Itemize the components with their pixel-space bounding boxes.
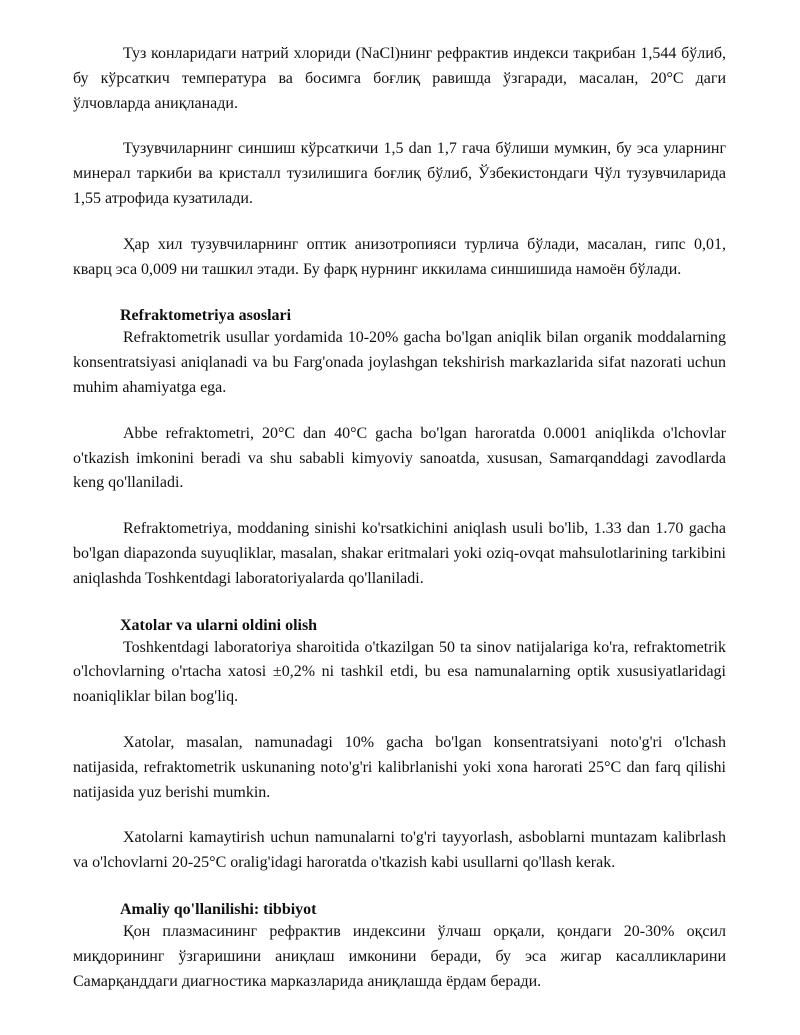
paragraph-blood-plasma: Қон плазмасининг рефрактив индексини ўлчаш орқали, қондаги 20-30% оқсил миқдорининг ўзгаришини аниқлаш имконини беради, бу эса жигар касалликларини Самарқанддаги диагностика марказларида аниқлашда ёрдам беради. <box>73 922 726 990</box>
paragraph-nacl-refractive-index: Туз конларидаги натрий хлориди (NaCl)нинг рефрактив индекси тақрибан 1,544 бўлиб, бу кўрсаткич температура ва босимга боғлиқ равишда ўзгаради, масалан, 20°C даги ўлчовларда аниқланади. <box>73 45 726 112</box>
section-heading-errors: Xatolar va ularni oldini olish <box>120 616 318 634</box>
section-heading-medical-application: Amaliy qo'llanilishi: tibbiyot <box>120 900 317 918</box>
paragraph-abbe-refractometer: Abbe refraktometri, 20°C dan 40°C gacha bo'lgan haroratda 0.0001 aniqlikda o'lchovlar o'tkazish imkonini beradi va shu sababli kimyoviy sanoatda, xususan, Samarqanddagi zavodlarda keng qo'llaniladi. <box>73 424 726 492</box>
paragraph-error-reduction: Xatolarni kamaytirish uchun namunalarni to'g'ri tayyorlash, asboblarni muntazam kalibrlash va o'lchovlarni 20-25°C oralig'idagi haroratda o'tkazish kabi usullarni qo'llash kerak. <box>73 829 726 872</box>
paragraph-refractometry-definition: Refraktometriya, moddaning sinishi ko'rsatkichini aniqlash usuli bo'lib, 1.33 dan 1.70 gacha bo'lgan diapazonda suyuqliklar, masalan, shakar eritmalari yoki oziq-ovqat mahsulotlarining tarkibini aniqlashda Toshkentdagi laboratoriyalarda qo'llaniladi. <box>73 520 726 587</box>
paragraph-refractometric-methods: Refraktometrik usullar yordamida 10-20% gacha bo'lgan aniqlik bilan organik moddalarning konsentratsiyasi aniqlanadi va bu Farg'onada joylashgan tekshirish markazlarida sifat nazorati uchun muhim ahamiyatga ega. <box>73 329 726 396</box>
paragraph-error-causes: Xatolar, masalan, namunadagi 10% gacha bo'lgan konsentratsiyani noto'g'ri o'lchash natijasida, refraktometrik uskunaning noto'g'ri kalibrlanishi yoki xona harorati 25°C dan farq qilishi natijasida yuz berishi mumkin. <box>73 733 726 801</box>
document-page <box>73 42 726 994</box>
paragraph-lab-test-results: Toshkentdagi laboratoriya sharoitida o'tkazilgan 50 ta sinov natijalariga ko'ra, refraktometrik o'lchovlarning o'rtacha xatosi ±0,2% ni tashkil etdi, bu esa namunalarning optik xususiyatlaridagi noaniqliklar bilan bog'liq. <box>73 638 726 706</box>
section-heading-refractometry-basics: Refraktometriya asoslari <box>120 307 292 325</box>
paragraph-minerals-refraction: Тузувчиларнинг синшиш кўрсаткичи 1,5 dan 1,7 гача бўлиши мумкин, бу эса уларнинг минерал таркиби ва кристалл тузилишига боғлиқ бўлиб, Ўзбекистондаги Чўл тузувчиларида 1,55 атрофида кузатилади. <box>73 140 726 207</box>
paragraph-optical-anisotropy: Ҳар хил тузувчиларнинг оптик анизотропияси турлича бўлади, масалан, гипс 0,01, кварц эса 0,009 ни ташкил этади. Бу фарқ нурнинг иккилама синшишида намоён бўлади. <box>73 235 726 278</box>
